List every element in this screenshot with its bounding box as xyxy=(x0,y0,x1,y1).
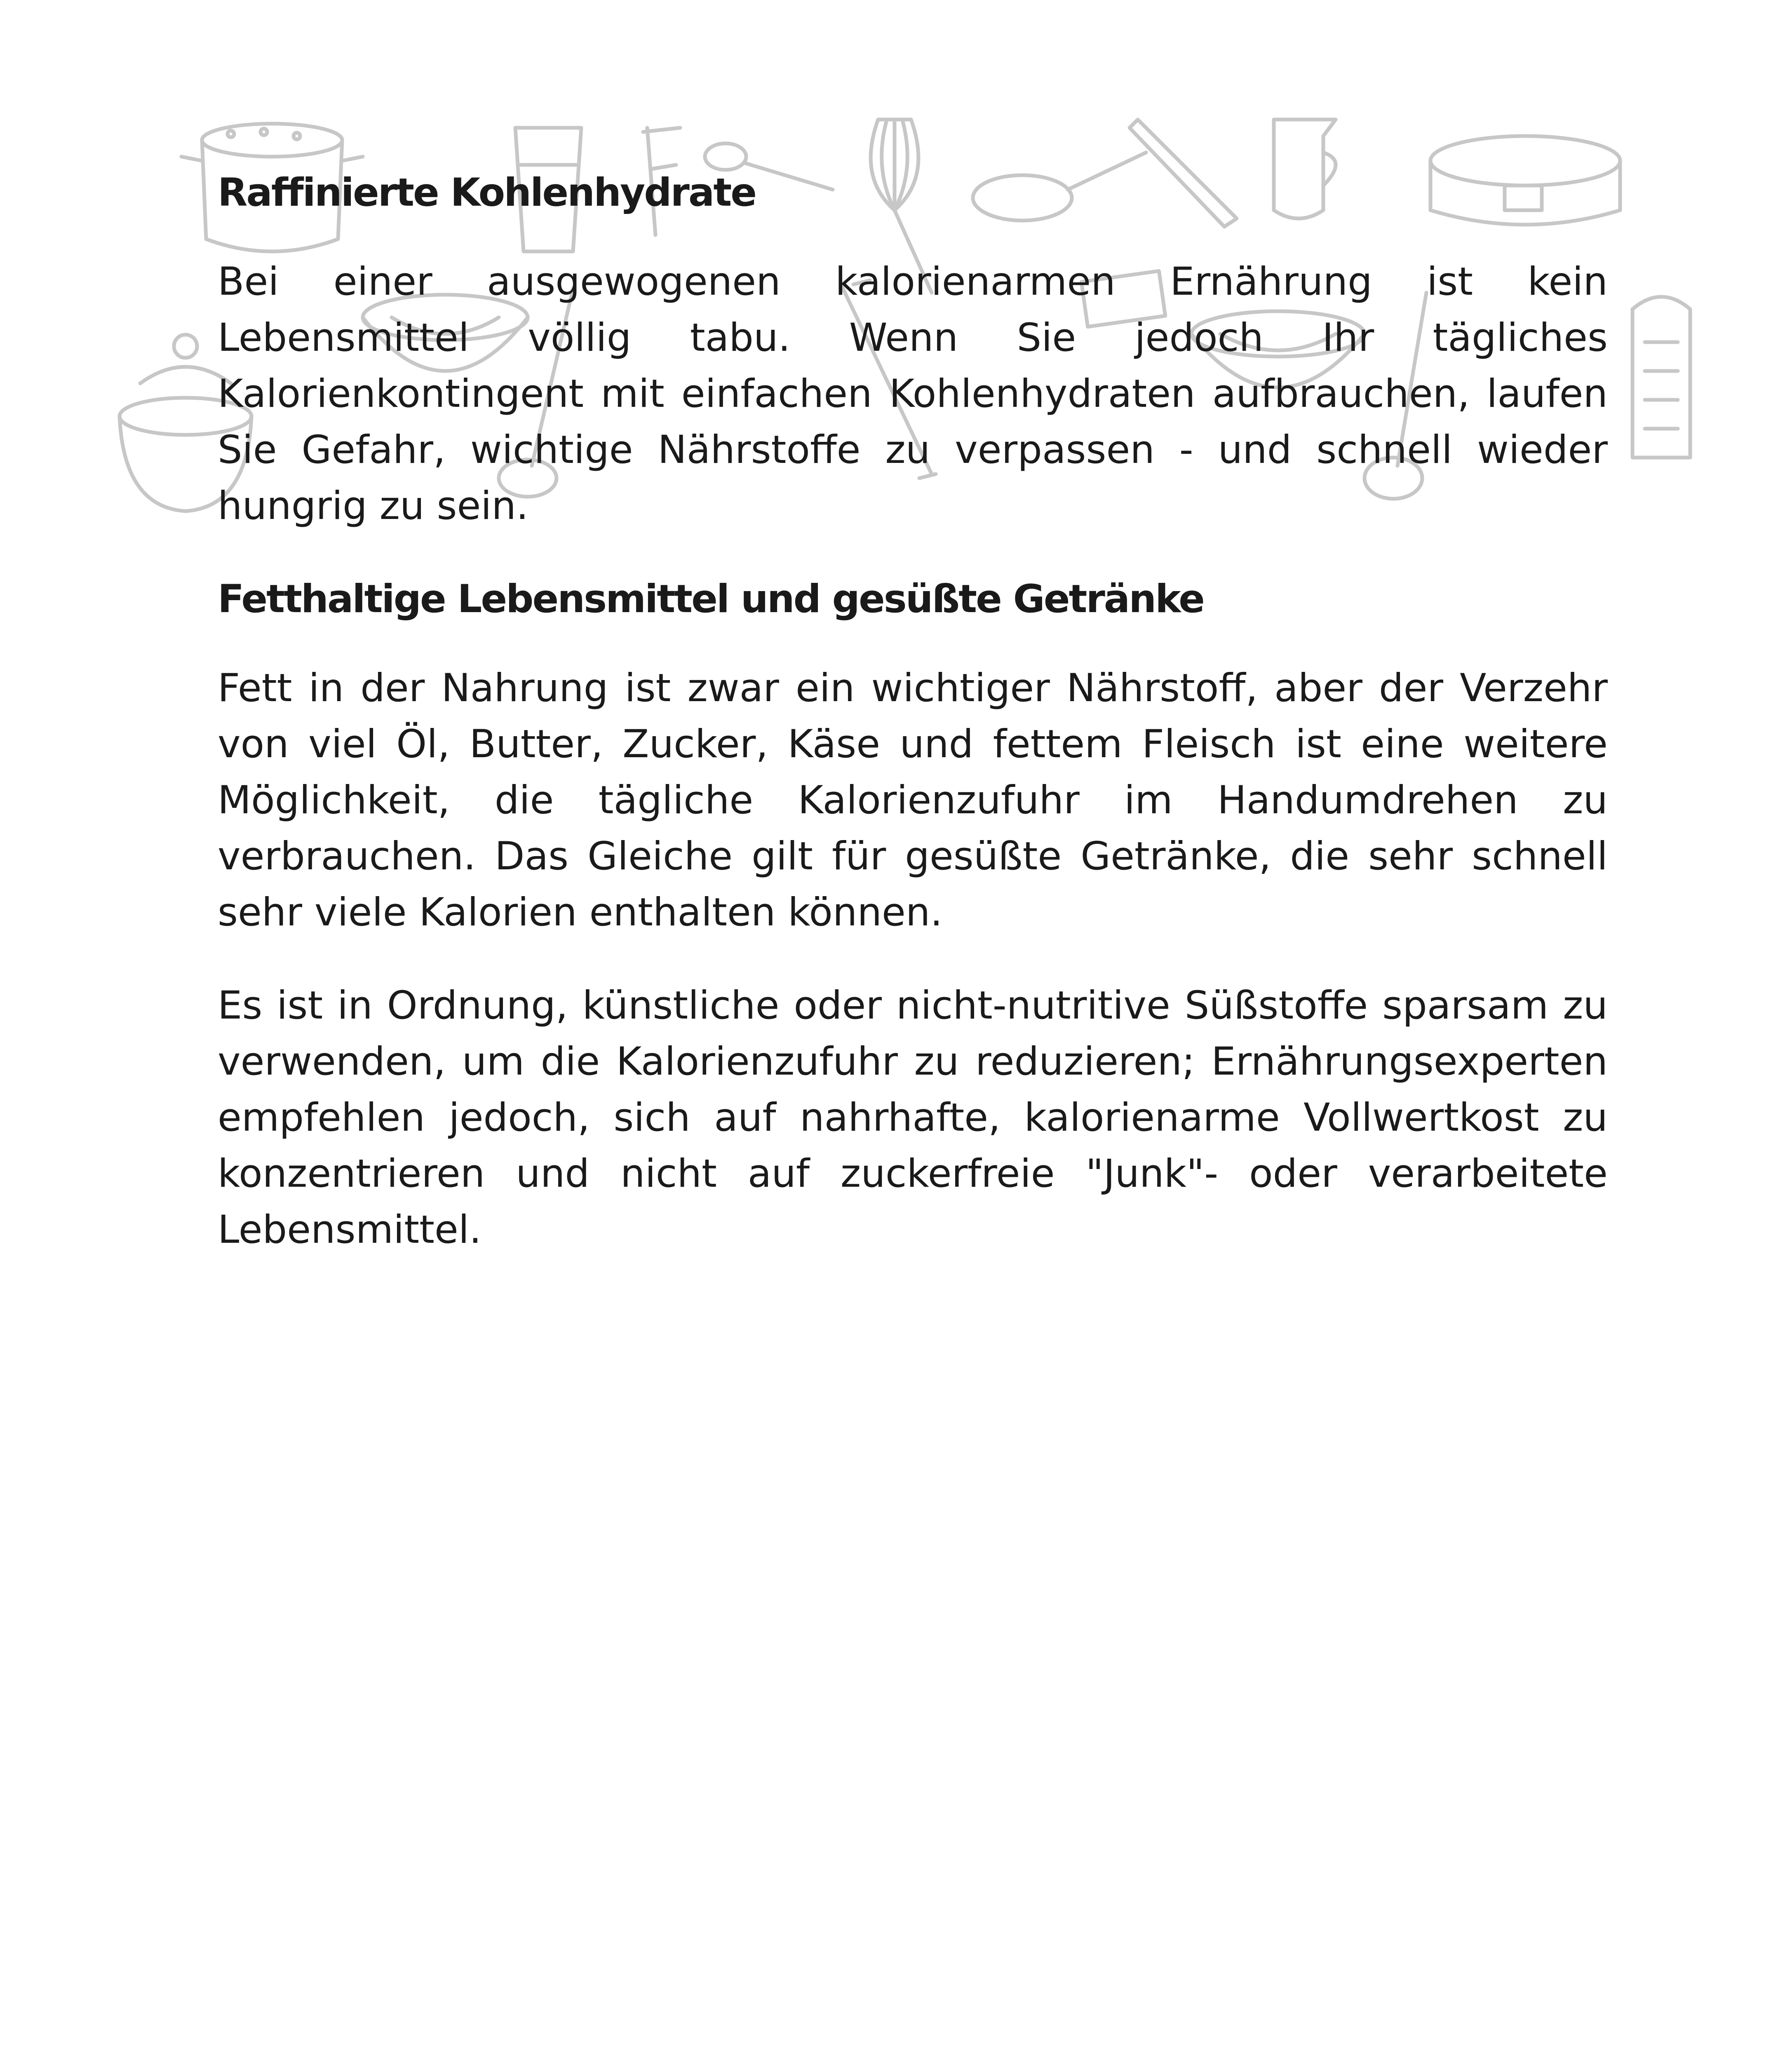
paragraph-sweeteners: Es ist in Ordnung, künstliche oder nicht-nutritive Süßstoffe sparsam zu verwenden, um die Kalorienzufuhr zu reduzieren; Ernährungsexperten empfehlen jedoch, sich auf nahrhafte, kalorienarme Vollwertkost zu konzentrieren und nicht auf zuckerfreie "Junk"- oder verarbeitete Lebensmittel. xyxy=(218,983,1608,1252)
paragraph-refined-carbs: Bei einer ausgewogenen kalorienarmen Ernährung ist kein Lebensmittel völlig tabu. Wenn Sie jedoch Ihr tägliches Kalorienkontingent mit einfachen Kohlenhydraten aufbrauchen, laufen Sie Gefahr, wichtige Nährstoffe zu verpassen - und schnell wieder hungrig zu sein. xyxy=(218,259,1608,528)
section-heading-refined-carbs: Raffinierte Kohlenhydrate xyxy=(218,170,756,215)
paragraph-fatty-foods: Fett in der Nahrung ist zwar ein wichtiger Nährstoff, aber der Verzehr von viel Öl, Butter, Zucker, Käse und fettem Fleisch ist eine weitere Möglichkeit, die tägliche Kalorienzufuhr im Handumdrehen zu verbrauchen. Das Gleiche gilt für gesüßte Getränke, die sehr schnell sehr viele Kalorien enthalten können. xyxy=(218,666,1608,935)
section-heading-fatty-foods: Fetthaltige Lebensmittel und gesüßte Getränke xyxy=(218,577,1204,622)
grater-icon xyxy=(1632,297,1690,458)
page-content xyxy=(218,165,1608,1295)
